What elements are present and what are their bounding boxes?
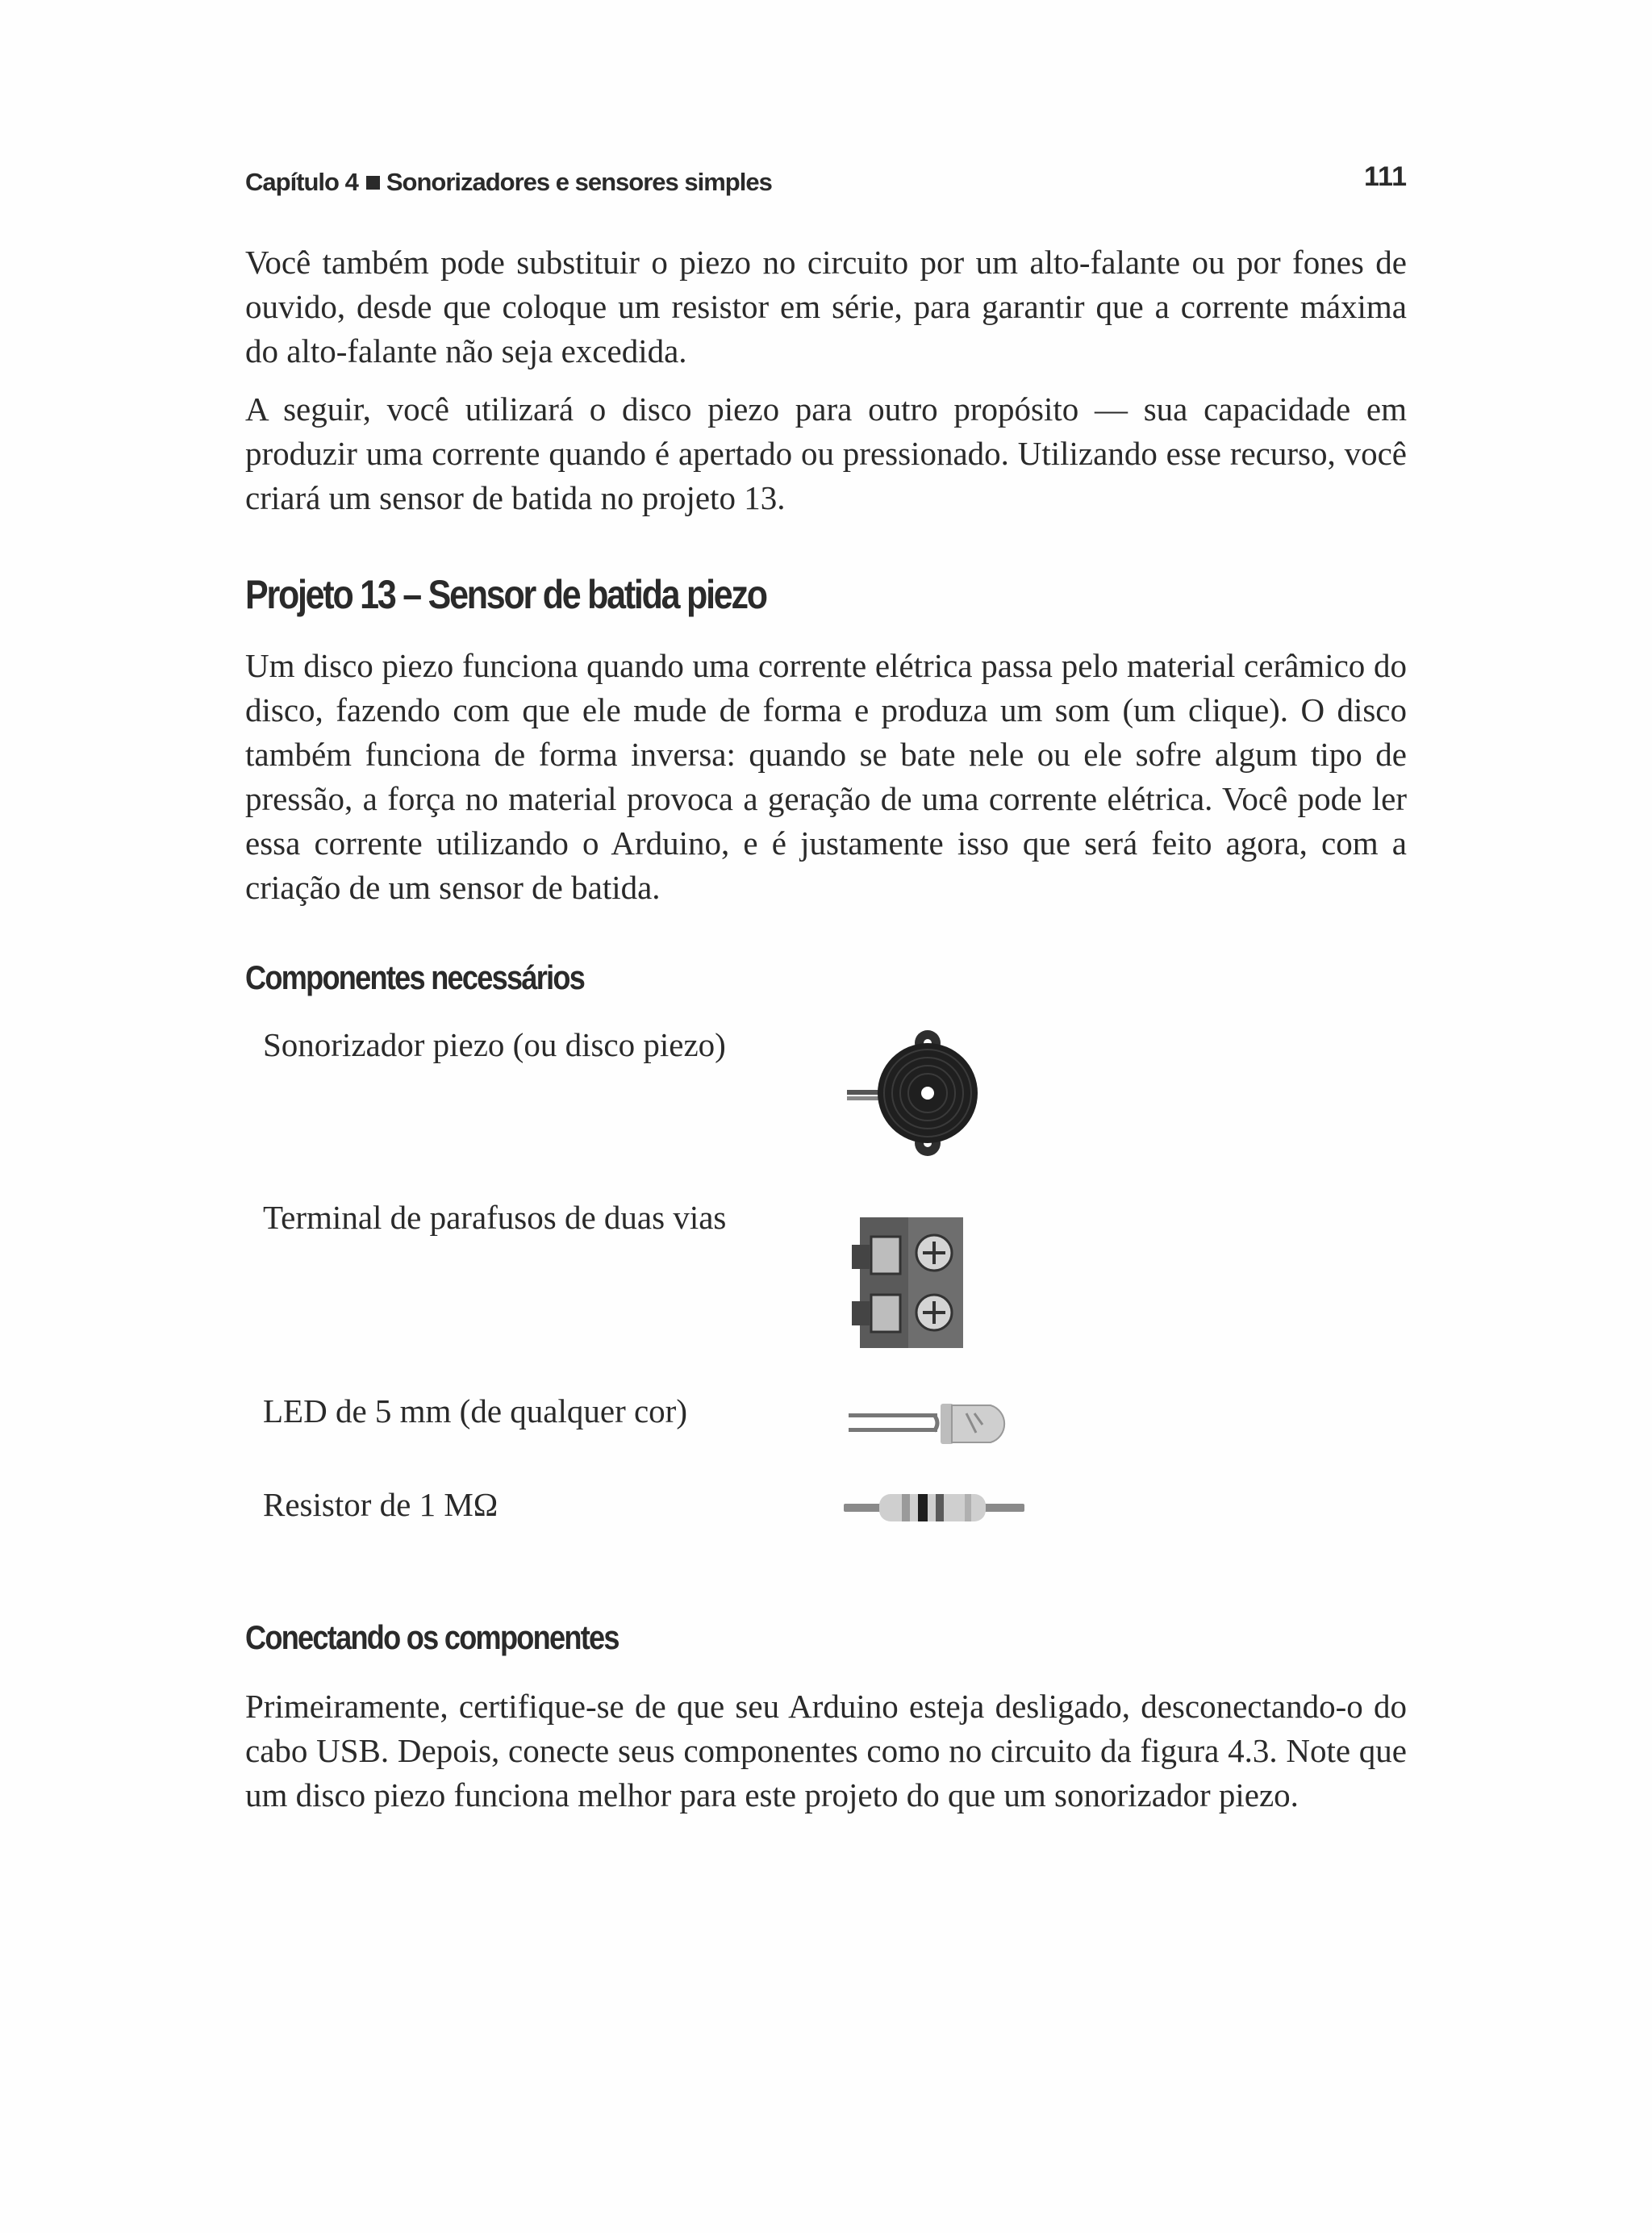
component-label-resistor: Resistor de 1 MΩ [263, 1486, 499, 1523]
component-label-led: LED de 5 mm (de qualquer cor) [263, 1392, 687, 1430]
led-icon [845, 1396, 1023, 1452]
page-number: 111 [1364, 161, 1407, 192]
separator-square-icon [366, 176, 380, 190]
components-heading: Componentes necessários [245, 958, 585, 996]
paragraph-piezo-explanation: Um disco piezo funciona quando uma corrente elétrica passa pelo material cerâmico do disco, fazendo com que ele mude de forma e produza um som (um clique). O disco também funciona de forma inversa: quando se bate nele ou ele sofre algum tipo de pressão, a força no material provoca a geração de uma corrente elétrica. Você pode ler essa corrente utilizando o Arduino, e é justamente isso que será feito agora, com a criação de um sensor de batida. [245, 647, 1407, 906]
project-heading: Projeto 13 – Sensor de batida piezo [245, 572, 766, 617]
screw-terminal-icon [849, 1214, 970, 1351]
paragraph-knock-intro: A seguir, você utilizará o disco piezo para outro propósito — sua capacidade em produzir uma corrente quando é apertado ou pressionado. Utilizando esse recurso, você criará um sensor de batida no projeto 13. [245, 390, 1407, 516]
paragraph-connecting-instructions: Primeiramente, certifique-se de que seu Arduino esteja desligado, desconectando-o do cabo USB. Depois, conecte seus componentes como no circuito da figura 4.3. Note que um disco piezo funciona melhor para este projeto do que um sonorizador piezo. [245, 1688, 1407, 1814]
component-label-screw-terminal: Terminal de parafusos de duas vias [263, 1199, 727, 1236]
chapter-title: Sonorizadores e sensores simples [386, 168, 772, 196]
running-head [245, 168, 772, 197]
chapter-label: Capítulo 4 [245, 168, 358, 196]
component-label-piezo: Sonorizador piezo (ou disco piezo) [263, 1026, 726, 1063]
piezo-buzzer-icon [839, 1029, 984, 1158]
paragraph-speaker-substitution: Você também pode substituir o piezo no circuito por um alto-falante ou por fones de ouvido, desde que coloque um resistor em série, para garantir que a corrente máxima do alto-falante não seja excedida. [245, 244, 1407, 369]
resistor-icon [844, 1489, 1024, 1526]
connecting-heading: Conectando os componentes [245, 1618, 619, 1656]
